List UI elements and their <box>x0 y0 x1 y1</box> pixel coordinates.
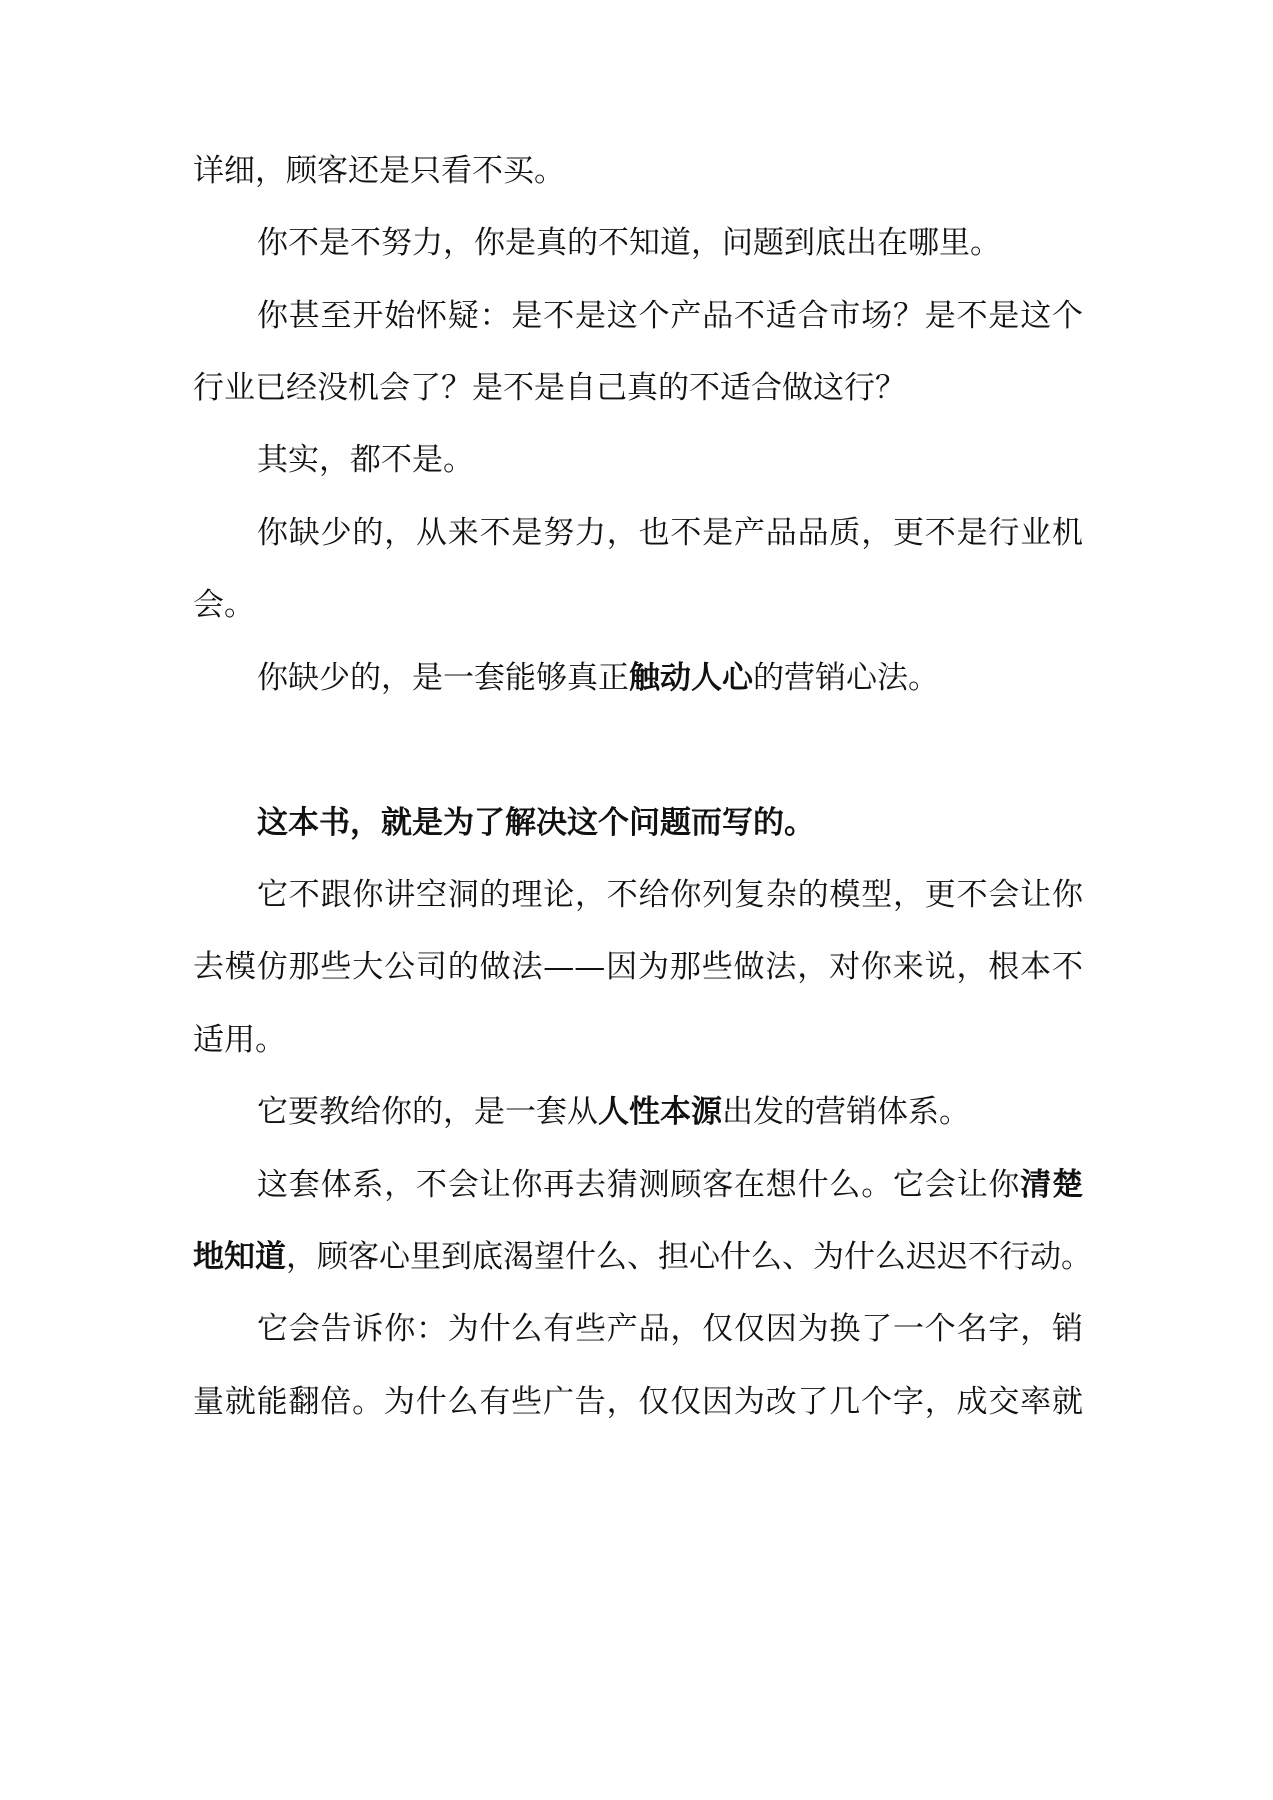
section-heading: 这本书，就是为了解决这个问题而写的。 <box>257 805 815 841</box>
paragraph-line-4: 行业已经没机会了？是不是自己真的不适合做这行？ <box>193 370 906 406</box>
paragraph-line-2: 你不是不努力，你是真的不知道，问题到底出在哪里。 <box>257 225 1001 261</box>
paragraph-line-13: 它要教给你的，是一套从人性本源出发的营销体系。 <box>257 1094 970 1130</box>
paragraph-line-16: 它会告诉你：为什么有些产品，仅仅因为换了一个名字，销 <box>257 1311 1083 1347</box>
paragraph-line-14: 这套体系，不会让你再去猜测顾客在想什么。它会让你清楚 <box>257 1167 1084 1203</box>
emphasis-text: 触动人心 <box>629 660 753 696</box>
paragraph-line-12: 适用。 <box>193 1022 286 1058</box>
emphasis-text: 清楚 <box>1020 1167 1084 1203</box>
paragraph-line-1: 详细，顾客还是只看不买。 <box>193 153 565 189</box>
paragraph-line-6: 你缺少的，从来不是努力，也不是产品品质，更不是行业机 <box>257 515 1083 551</box>
document-page <box>193 0 1092 1800</box>
paragraph-line-7: 会。 <box>193 587 255 623</box>
emphasis-text: 人性本源 <box>598 1094 722 1130</box>
paragraph-line-10: 它不跟你讲空洞的理论，不给你列复杂的模型，更不会让你 <box>257 877 1083 913</box>
paragraph-line-3: 你甚至开始怀疑：是不是这个产品不适合市场？是不是这个 <box>257 298 1083 334</box>
emphasis-text: 地知道 <box>193 1239 286 1275</box>
paragraph-line-15: 地知道，顾客心里到底渴望什么、担心什么、为什么迟迟不行动。 <box>193 1239 1092 1275</box>
paragraph-line-5: 其实，都不是。 <box>257 442 474 478</box>
paragraph-line-17: 量就能翻倍。为什么有些广告，仅仅因为改了几个字，成交率就 <box>193 1384 1083 1420</box>
paragraph-line-8: 你缺少的，是一套能够真正触动人心的营销心法。 <box>257 660 939 696</box>
paragraph-line-11: 去模仿那些大公司的做法——因为那些做法，对你来说，根本不 <box>193 949 1083 985</box>
